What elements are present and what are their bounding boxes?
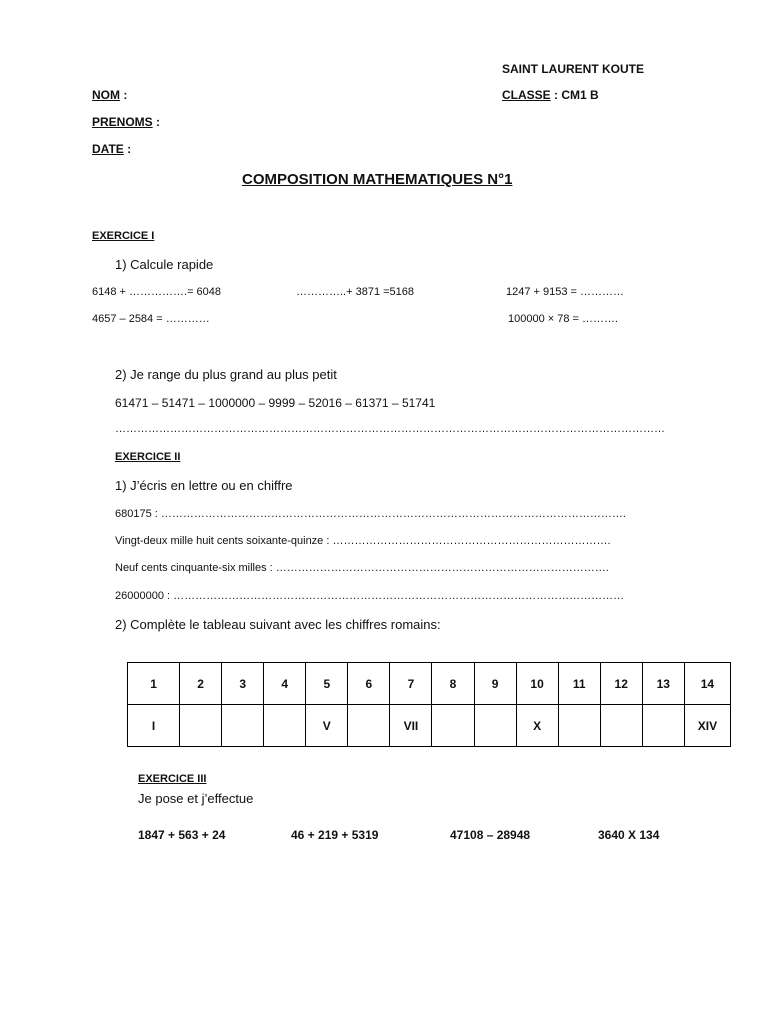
table-cell: 14 xyxy=(684,663,730,705)
calc-item: 4657 – 2584 = ………… xyxy=(92,313,210,325)
number-sequence: 61471 – 51471 – 1000000 – 9999 – 52016 – 61371 – 51741 xyxy=(115,396,436,410)
prenoms-suffix: : xyxy=(152,115,161,129)
prenoms-label: PRENOMS xyxy=(92,115,153,129)
exercice-2-question-2: 2) Complète le tableau suivant avec les chiffres romains: xyxy=(115,617,441,632)
exercice-3-instruction: Je pose et j’effectue xyxy=(138,791,254,806)
date-label: DATE xyxy=(92,142,124,156)
classe-field xyxy=(502,88,599,102)
exercice-3-heading: EXERCICE III xyxy=(138,773,207,785)
table-cell: 8 xyxy=(432,663,474,705)
table-cell xyxy=(558,705,600,747)
table-row-roman xyxy=(128,705,731,747)
prenoms-field xyxy=(92,115,160,129)
table-cell: 11 xyxy=(558,663,600,705)
calc-item: 6148 + …………….= 6048 xyxy=(92,286,222,298)
operation-item: 3640 X 134 xyxy=(598,828,660,842)
date-field xyxy=(92,142,131,156)
answer-line: …………………………………………………………………………………………………………………………………… xyxy=(115,423,665,435)
write-line: Neuf cents cinquante-six milles : ………………………………………………………………………………. xyxy=(115,562,609,574)
roman-numeral-table xyxy=(127,662,731,747)
school-name: SAINT LAURENT KOUTE xyxy=(502,62,644,76)
calc-item: 1247 + 9153 = ………… xyxy=(506,286,625,298)
classe-label: CLASSE xyxy=(502,88,551,102)
table-cell: 13 xyxy=(642,663,684,705)
table-cell xyxy=(222,705,264,747)
table-cell: 1 xyxy=(128,663,180,705)
table-cell xyxy=(600,705,642,747)
nom-suffix: : xyxy=(120,88,128,102)
table-cell: 3 xyxy=(222,663,264,705)
table-cell xyxy=(348,705,390,747)
table-cell: 4 xyxy=(264,663,306,705)
exercice-2-question-1: 1) J’écris en lettre ou en chiffre xyxy=(115,478,293,493)
table-cell: I xyxy=(128,705,180,747)
exercice-1-question-2: 2) Je range du plus grand au plus petit xyxy=(115,367,337,382)
table-row-arabic xyxy=(128,663,731,705)
table-cell xyxy=(432,705,474,747)
table-cell: VII xyxy=(390,705,432,747)
calc-item: 100000 × 78 = ………. xyxy=(508,313,619,325)
table-cell: 2 xyxy=(180,663,222,705)
date-suffix: : xyxy=(123,142,132,156)
table-cell: X xyxy=(516,705,558,747)
table-cell: XIV xyxy=(684,705,730,747)
table-cell xyxy=(474,705,516,747)
operation-item: 46 + 219 + 5319 xyxy=(291,828,379,842)
classe-value: : CM1 B xyxy=(550,88,599,102)
table-cell: 10 xyxy=(516,663,558,705)
operation-item: 47108 – 28948 xyxy=(450,828,531,842)
table-cell xyxy=(264,705,306,747)
table-cell xyxy=(180,705,222,747)
write-line: 680175 : ………………………………………………………………………………………………………………. xyxy=(115,508,626,520)
calc-item: …………..+ 3871 =5168 xyxy=(296,286,415,298)
table-cell: 12 xyxy=(600,663,642,705)
table-cell: 9 xyxy=(474,663,516,705)
nom-field xyxy=(92,88,127,102)
table-cell: 7 xyxy=(390,663,432,705)
table-cell xyxy=(642,705,684,747)
exercice-1-heading: EXERCICE I xyxy=(92,230,155,242)
nom-label: NOM xyxy=(92,88,120,102)
table-cell: 5 xyxy=(306,663,348,705)
write-line: Vingt-deux mille huit cents soixante-quinze : …………………………………………………………………. xyxy=(115,535,611,547)
table-cell: 6 xyxy=(348,663,390,705)
operation-item: 1847 + 563 + 24 xyxy=(138,828,226,842)
exercice-2-heading: EXERCICE II xyxy=(115,451,181,463)
page-title: COMPOSITION MATHEMATIQUES N°1 xyxy=(242,171,513,188)
table-cell: V xyxy=(306,705,348,747)
exercice-1-question-1: 1) Calcule rapide xyxy=(115,257,214,272)
write-line: 26000000 : …………………………………………………………………………………………………………… xyxy=(115,590,625,602)
